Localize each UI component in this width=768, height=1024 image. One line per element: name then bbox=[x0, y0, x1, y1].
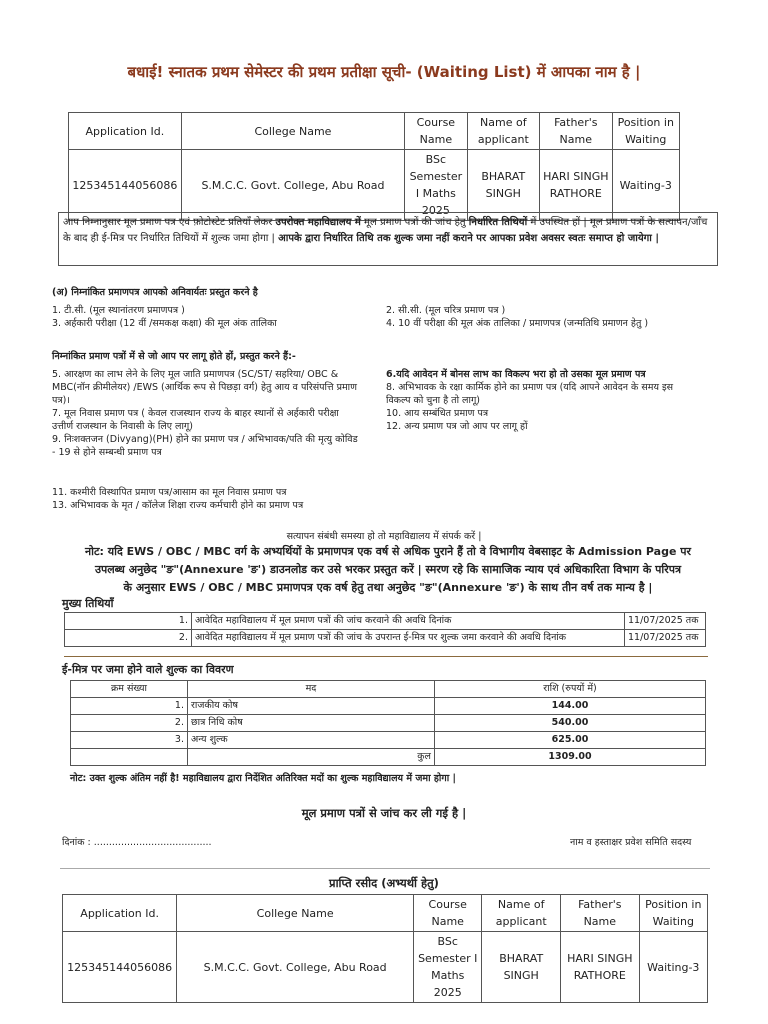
ews-note-line: उपलब्ध अनुछेद "ङ"(Annexure 'ङ') डाउनलोड कर उसे भरकर प्रस्तुत करें | स्मरण रहे कि सामाजिक न्याय एवं अधिकारिता विभाग के परिपत्र bbox=[94, 563, 682, 576]
notice-text: आप निम्नानुसार मूल प्रमाण पत्र एवं फ़ोटोस्टेट प्रतियाँ लेकर bbox=[63, 217, 276, 228]
dates-table bbox=[64, 612, 706, 647]
fee-item: छात्र निधि कोष bbox=[188, 715, 435, 732]
receipt-table bbox=[62, 894, 708, 1003]
header-applicant-name: Name of applicant bbox=[482, 895, 561, 932]
contact-note: सत्यापन संबंधी समस्या हो तो महाविद्यालय में संपर्क करें | bbox=[286, 531, 482, 542]
receipt-title: प्राप्ति रसीद (अभ्यर्थी हेतु) bbox=[329, 876, 439, 890]
table-row bbox=[71, 698, 706, 715]
list-item: - 19 से होने सम्बन्धी प्रमाण पत्र bbox=[52, 447, 162, 458]
section-a-title: (अ) निम्नांकित प्रमाणपत्र आपको अनिवार्यतः प्रस्तुत करने है bbox=[52, 287, 258, 298]
header-position: Position in Waiting bbox=[612, 113, 679, 150]
instruction-notice bbox=[58, 212, 718, 266]
ews-note-line: के अनुसार EWS / OBC / MBC प्रमाणपत्र एक वर्ष हेतु तथा अनुछेद "ङ"(Annexure 'ङ') के साथ तीन वर्ष तक मान्य है | bbox=[123, 581, 653, 594]
applicant-name: BHARAT SINGH bbox=[467, 150, 539, 221]
list-item: MBC(नॉन क्रीमीलेयर) /EWS (आर्थिक रूप से पिछड़ा वर्ग) हेतु आय व परिसंपत्ति प्रमाण bbox=[52, 382, 357, 393]
fee-item: अन्य शुल्क bbox=[188, 732, 435, 749]
header-college-name: College Name bbox=[181, 113, 404, 150]
application-id: 125345144056086 bbox=[69, 150, 182, 221]
course-name: BSc Semester I Maths 2025 bbox=[405, 150, 467, 221]
header-father-name: Father's Name bbox=[561, 895, 640, 932]
college-name: S.M.C.C. Govt. College, Abu Road bbox=[177, 932, 414, 1003]
date-field: दिनांक : ....................................... bbox=[62, 837, 212, 848]
section-a-right-list bbox=[386, 304, 726, 330]
table-row bbox=[63, 932, 708, 1003]
date-row-date: 11/07/2025 तक bbox=[625, 613, 706, 630]
table-row bbox=[65, 613, 706, 630]
notice-emphasis: निर्धारित तिथियों bbox=[468, 217, 528, 228]
section-b-title: निम्नांकित प्रमाण पत्रों में से जो आप पर लागू होते हों, प्रस्तुत करने हैं:- bbox=[52, 351, 296, 362]
header-college-name: College Name bbox=[177, 895, 414, 932]
total-amount: 1309.00 bbox=[435, 749, 706, 766]
fee-serial: 2. bbox=[71, 715, 188, 732]
total-label: कुल bbox=[188, 749, 435, 766]
father-name: HARI SINGH RATHORE bbox=[540, 150, 612, 221]
header-applicant-name: Name of applicant bbox=[467, 113, 539, 150]
header-course-name: Course Name bbox=[414, 895, 482, 932]
header-position: Position in Waiting bbox=[639, 895, 707, 932]
fee-amount: 540.00 bbox=[435, 715, 706, 732]
date-row-desc: आवेदित महाविद्यालय में मूल प्रमाण पत्रों की जांच करवाने की अवधि दिनांक bbox=[192, 613, 625, 630]
notice-text: मूल प्रमाण पत्रों की जांच हेतु bbox=[360, 217, 469, 228]
list-item: उत्तीर्ण राजस्थान के निवासी के लिए लागू) bbox=[52, 421, 193, 432]
table-header-row bbox=[63, 895, 708, 932]
list-item: 11. कश्मीरी विस्थापित प्रमाण पत्र/आसाम का मूल निवास प्रमाण पत्र bbox=[52, 487, 287, 498]
fee-serial: 3. bbox=[71, 732, 188, 749]
table-row bbox=[65, 630, 706, 647]
table-row bbox=[71, 732, 706, 749]
list-item: 1. टी.सी. (मूल स्थानांतरण प्रमाणपत्र ) bbox=[52, 305, 185, 316]
list-item: 9. निःशक्तजन (Divyang)(PH) होने का प्रमाण पत्र / अभिभावक/पति की मृत्यु कोविड bbox=[52, 434, 358, 445]
total-row bbox=[71, 749, 706, 766]
date-row-desc: आवेदित महाविद्यालय में मूल प्रमाण पत्रों की जांच के उपरान्त ई-मित्र पर शुल्क जमा करवाने की अवधि दिनांक bbox=[192, 630, 625, 647]
list-item: 2. सी.सी. (मूल चरित्र प्रमाण पत्र ) bbox=[386, 305, 506, 316]
list-item: 7. मूल निवास प्रमाण पत्र ( केवल राजस्थान राज्य के बाहर स्थानों से अर्हकारी परीक्षा bbox=[52, 408, 339, 419]
waiting-position: Waiting-3 bbox=[612, 150, 679, 221]
fees-note: नोट: उक्त शुल्क अंतिम नहीं है! महाविद्यालय द्वारा निर्देशित अतिरिक्त मदों का शुल्क महाविद्यालय में जमा होगा | bbox=[70, 773, 456, 784]
section-b-right-list bbox=[386, 368, 726, 433]
ews-note-line: नोट: यदि EWS / OBC / MBC वर्ग के अभ्यर्थियों के प्रमाणपत्र एक वर्ष से अधिक पुराने हैं तो वे विभागीय वेबसाइट के Admission Page पर bbox=[84, 545, 692, 558]
fees-table bbox=[70, 680, 706, 766]
table-header-row bbox=[71, 681, 706, 698]
header-item: मद bbox=[188, 681, 435, 698]
section-b-left-list bbox=[52, 368, 382, 459]
fee-amount: 625.00 bbox=[435, 732, 706, 749]
header-application-id: Application Id. bbox=[69, 113, 182, 150]
page-heading: बधाई! स्नातक प्रथम सेमेस्टर की प्रथम प्रतीक्षा सूची- (Waiting List) में आपका नाम है | bbox=[127, 63, 641, 81]
ews-note bbox=[48, 543, 728, 597]
header-application-id: Application Id. bbox=[63, 895, 177, 932]
table-row bbox=[69, 150, 680, 221]
empty-cell bbox=[71, 749, 188, 766]
fee-serial: 1. bbox=[71, 698, 188, 715]
applicant-name: BHARAT SINGH bbox=[482, 932, 561, 1003]
list-item: 12. अन्य प्रमाण पत्र जो आप पर लागू हों bbox=[386, 421, 528, 432]
application-id: 125345144056086 bbox=[63, 932, 177, 1003]
father-name: HARI SINGH RATHORE bbox=[561, 932, 640, 1003]
header-amount: राशि (रुपयों में) bbox=[435, 681, 706, 698]
divider bbox=[64, 656, 708, 657]
section-a-left-list bbox=[52, 304, 382, 330]
date-row-number: 1. bbox=[65, 613, 192, 630]
notice-text: में उपस्थित हों | मूल प्रमाण पत्रों के सत्यापन/जाँच के बाद ही ई-मित्र पर निर्धारित तिथियों में शुल्क जमा होगा | bbox=[63, 217, 708, 244]
fees-title: ई-मित्र पर जमा होने वाले शुल्क का विवरण bbox=[62, 663, 234, 676]
list-item: 3. अर्हकारी परीक्षा (12 वीं /समकक्ष कक्षा) की मूल अंक तालिका bbox=[52, 318, 277, 329]
list-item: विकल्प को चुना है तो लागू) bbox=[386, 395, 481, 406]
dates-title: मुख्य तिथियाँ bbox=[62, 597, 114, 610]
list-item: 13. अभिभावक के मृत / कॉलेज शिक्षा राज्य कर्मचारी होने का प्रमाण पत्र bbox=[52, 500, 304, 511]
list-item: 10. आय सम्बंधित प्रमाण पत्र bbox=[386, 408, 489, 419]
course-name: BSc Semester I Maths 2025 bbox=[414, 932, 482, 1003]
divider bbox=[60, 868, 710, 869]
table-header-row bbox=[69, 113, 680, 150]
verified-statement: मूल प्रमाण पत्रों से जांच कर ली गई है | bbox=[301, 806, 467, 820]
table-row bbox=[71, 715, 706, 732]
header-course-name: Course Name bbox=[405, 113, 467, 150]
fee-amount: 144.00 bbox=[435, 698, 706, 715]
header-father-name: Father's Name bbox=[540, 113, 612, 150]
list-item: 4. 10 वीं परीक्षा की मूल अंक तालिका / प्रमाणपत्र (जन्मतिथि प्रमाणन हेतु ) bbox=[386, 318, 649, 329]
signature-label: नाम व हस्ताक्षर प्रवेश समिति सदस्य bbox=[570, 837, 692, 848]
list-item: पत्र)। bbox=[52, 395, 70, 406]
college-name: S.M.C.C. Govt. College, Abu Road bbox=[181, 150, 404, 221]
header-serial: क्रम संख्या bbox=[71, 681, 188, 698]
list-item: 6.यदि आवेदन में बोनस लाभ का विकल्प भरा हो तो उसका मूल प्रमाण पत्र bbox=[386, 369, 646, 380]
list-item: 5. आरक्षण का लाभ लेने के लिए मूल जाति प्रमाणपत्र (SC/ST/ सहरिया/ OBC & bbox=[52, 369, 339, 380]
notice-warning: आपके द्वारा निर्धारित तिथि तक शुल्क जमा नहीं कराने पर आपका प्रवेश अवसर स्वतः समाप्त हो जायेगा | bbox=[278, 233, 660, 244]
date-row-number: 2. bbox=[65, 630, 192, 647]
waiting-position: Waiting-3 bbox=[639, 932, 707, 1003]
notice-emphasis: उपरोक्त महाविद्यालय में bbox=[275, 217, 361, 228]
section-b-bottom-list bbox=[52, 486, 712, 512]
waiting-info-table bbox=[68, 112, 680, 221]
fee-item: राजकीय कोष bbox=[188, 698, 435, 715]
date-row-date: 11/07/2025 तक bbox=[625, 630, 706, 647]
list-item: 8. अभिभावक के रक्षा कार्मिक होने का प्रमाण पत्र (यदि आपने आवेदन के समय इस bbox=[386, 382, 674, 393]
